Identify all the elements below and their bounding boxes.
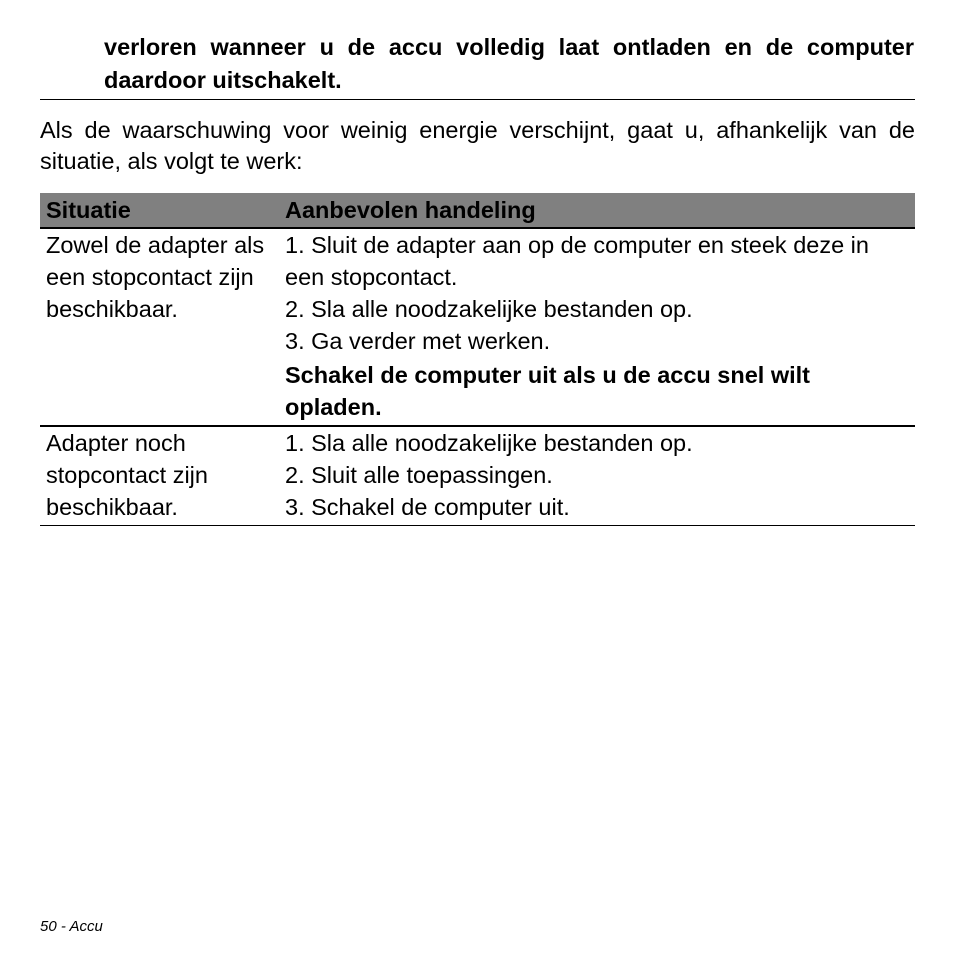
action-step: 3. Ga verder met werken. (285, 328, 551, 354)
warning-text: verloren wanneer u de accu volledig laat ontladen en de computer daardoor uitschakelt. (104, 34, 914, 93)
header-action: Aanbevolen handeling (279, 193, 915, 228)
header-situation: Situatie (40, 193, 279, 228)
action-step: 3. Schakel de computer uit. (285, 494, 570, 520)
table-row (40, 426, 915, 526)
divider-line (40, 99, 915, 100)
action-step: 1. Sla alle noodzakelijke bestanden op. (285, 430, 693, 456)
page-footer: 50 - Accu (40, 918, 103, 935)
intro-paragraph: Als de waarschuwing voor weinig energie verschijnt, gaat u, afhankelijk van de situatie, als volgt te werk: (40, 117, 915, 174)
situation-cell: Zowel de adapter als een stopcontact zijn beschikbaar. (40, 228, 279, 426)
action-step: 2. Sluit alle toepassingen. (285, 462, 553, 488)
situation-table (40, 193, 915, 526)
action-step: 2. Sla alle noodzakelijke bestanden op. (285, 296, 693, 322)
table-row (40, 228, 915, 426)
action-cell (279, 228, 915, 426)
action-cell (279, 426, 915, 526)
action-note: Schakel de computer uit als u de accu snel wilt opladen. (285, 362, 810, 420)
action-step: 1. Sluit de adapter aan op de computer en steek deze in een stopcontact. (285, 232, 869, 290)
situation-cell: Adapter noch stopcontact zijn beschikbaar. (40, 426, 279, 526)
table-header-row (40, 193, 915, 228)
